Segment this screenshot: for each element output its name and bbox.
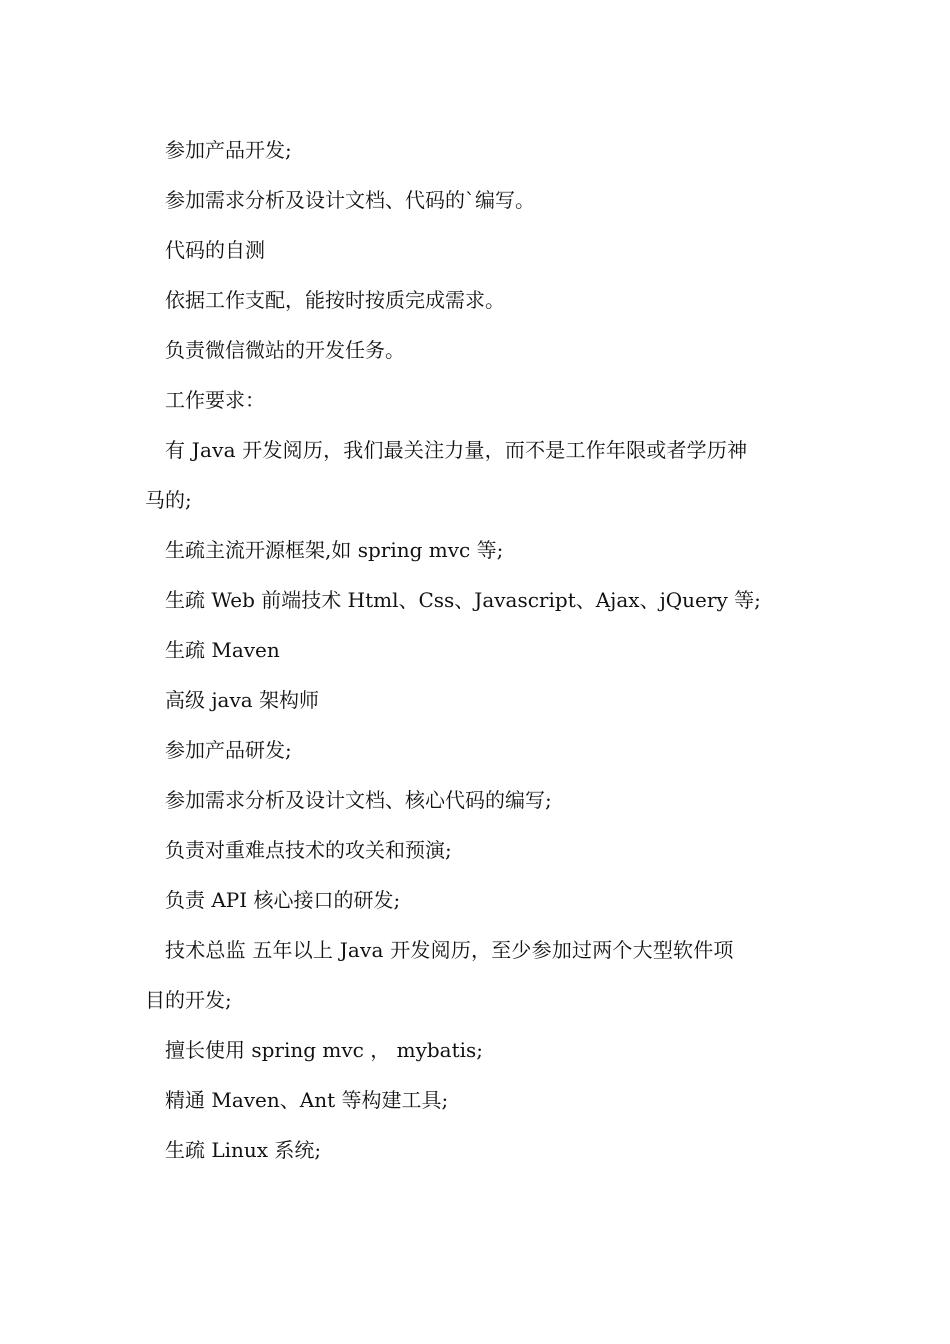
paragraph-line: 负责微信微站的开发任务。 bbox=[165, 338, 405, 362]
paragraph-line: 参加需求分析及设计文档、核心代码的编写; bbox=[165, 788, 552, 812]
paragraph-line: 生疏 Web 前端技术 Html、Css、Javascript、Ajax、jQuery 等; bbox=[165, 588, 761, 612]
paragraph-line: 生疏主流开源框架,如 spring mvc 等; bbox=[165, 538, 504, 562]
paragraph-line: 技术总监 五年以上 Java 开发阅历，至少参加过两个大型软件项 bbox=[165, 938, 734, 962]
paragraph-line: 参加产品研发; bbox=[165, 738, 292, 762]
paragraph-line: 代码的自测 bbox=[165, 238, 265, 262]
paragraph-line: 擅长使用 spring mvc ， mybatis; bbox=[165, 1038, 484, 1062]
section-heading-architect: 高级 java 架构师 bbox=[165, 688, 320, 712]
paragraph-line: 生疏 Maven bbox=[165, 638, 280, 662]
paragraph-line: 参加产品开发; bbox=[165, 138, 292, 162]
paragraph-line: 参加需求分析及设计文档、代码的`编写。 bbox=[165, 188, 535, 212]
section-heading-requirements: 工作要求： bbox=[165, 388, 265, 412]
paragraph-line: 依据工作支配，能按时按质完成需求。 bbox=[165, 288, 505, 312]
paragraph-line: 生疏 Linux 系统; bbox=[165, 1138, 322, 1162]
paragraph-line: 有 Java 开发阅历，我们最关注力量，而不是工作年限或者学历神 bbox=[165, 438, 748, 462]
paragraph-line-continuation: 目的开发; bbox=[145, 988, 232, 1012]
paragraph-line: 精通 Maven、Ant 等构建工具; bbox=[165, 1088, 449, 1112]
paragraph-line: 负责对重难点技术的攻关和预演; bbox=[165, 838, 452, 862]
paragraph-line: 负责 API 核心接口的研发; bbox=[165, 888, 401, 912]
document-body bbox=[145, 125, 810, 1175]
paragraph-line-continuation: 马的; bbox=[145, 488, 192, 512]
